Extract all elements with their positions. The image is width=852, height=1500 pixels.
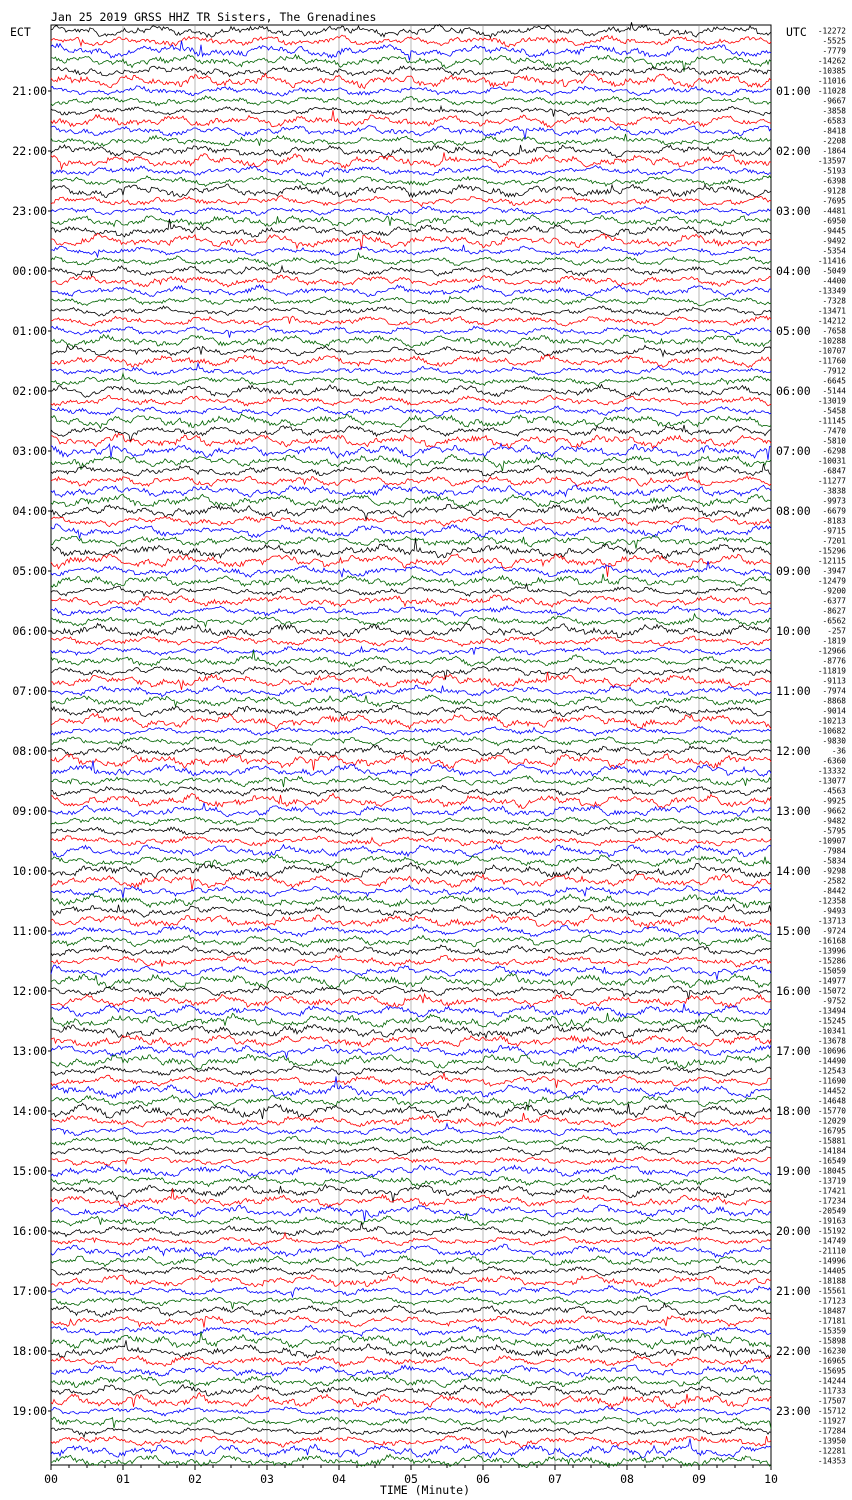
offset-label-84: -9298 <box>822 866 846 876</box>
offset-label-68: -9014 <box>822 706 846 716</box>
offset-label-111: -15881 <box>817 1136 846 1146</box>
trace-offset-labels <box>818 27 846 1466</box>
offset-label-72: -36 <box>831 746 846 756</box>
offset-label-133: -16965 <box>817 1356 846 1366</box>
right-hour-label-9: 10:00 <box>776 624 811 638</box>
right-zone-label: UTC <box>786 25 807 39</box>
offset-label-102: -10696 <box>817 1046 846 1056</box>
offset-label-80: -5795 <box>822 826 846 836</box>
x-tick-label-1: 01 <box>116 1472 130 1486</box>
right-hour-label-11: 12:00 <box>776 744 811 758</box>
right-hour-label-20: 21:00 <box>776 1284 811 1298</box>
left-hour-label-22: 19:00 <box>12 1404 47 1418</box>
offset-label-49: -8183 <box>822 516 846 526</box>
offset-label-98: -13494 <box>817 1006 846 1016</box>
left-hour-label-18: 15:00 <box>12 1164 47 1178</box>
left-hour-label-15: 12:00 <box>12 984 47 998</box>
right-hour-label-8: 09:00 <box>776 564 811 578</box>
offset-label-110: -16795 <box>817 1126 846 1136</box>
offset-label-32: -10707 <box>817 346 846 356</box>
x-axis-label: TIME (Minute) <box>379 1483 471 1497</box>
right-hour-label-12: 13:00 <box>776 804 811 818</box>
right-hour-label-13: 14:00 <box>776 864 811 878</box>
offset-label-61: -1819 <box>822 636 846 646</box>
offset-label-139: -11927 <box>817 1416 846 1426</box>
offset-label-112: -14184 <box>817 1146 846 1156</box>
offset-label-121: -14749 <box>817 1236 846 1246</box>
offset-label-92: -13996 <box>817 946 846 956</box>
offset-label-53: -12115 <box>817 556 846 566</box>
offset-label-21: -9492 <box>822 236 846 246</box>
offset-label-99: -15245 <box>817 1016 846 1026</box>
left-hour-label-17: 14:00 <box>12 1104 47 1118</box>
offset-label-66: -7974 <box>822 686 846 696</box>
offset-label-125: -18188 <box>817 1276 846 1286</box>
offset-label-114: -18045 <box>817 1166 846 1176</box>
right-hour-label-5: 06:00 <box>776 384 811 398</box>
offset-label-143: -14353 <box>817 1456 846 1466</box>
offset-label-130: -15359 <box>817 1326 846 1336</box>
offset-label-15: -6398 <box>822 176 846 186</box>
left-hour-label-12: 09:00 <box>12 804 47 818</box>
offset-label-74: -13332 <box>817 766 846 776</box>
offset-label-127: -17123 <box>817 1296 846 1306</box>
left-hour-label-20: 17:00 <box>12 1284 47 1298</box>
offset-label-62: -12966 <box>817 646 846 656</box>
left-hour-label-0: 21:00 <box>12 84 47 98</box>
x-tick-label-8: 08 <box>620 1472 634 1486</box>
right-hour-label-2: 03:00 <box>776 204 811 218</box>
left-hour-label-9: 06:00 <box>12 624 47 638</box>
offset-label-12: -1864 <box>822 146 846 156</box>
offset-label-65: -9113 <box>822 676 846 686</box>
offset-label-93: -15286 <box>817 956 846 966</box>
offset-label-35: -6645 <box>822 376 846 386</box>
offset-label-2: -7779 <box>822 46 846 56</box>
left-hour-label-2: 23:00 <box>12 204 47 218</box>
x-tick-label-9: 09 <box>692 1472 706 1486</box>
offset-label-4: -10385 <box>817 66 846 76</box>
offset-label-8: -3858 <box>822 106 846 116</box>
left-hour-labels <box>12 84 51 1418</box>
offset-label-96: -15072 <box>817 986 846 996</box>
left-hour-label-3: 00:00 <box>12 264 47 278</box>
x-tick-label-3: 03 <box>260 1472 274 1486</box>
offset-label-60: -257 <box>827 626 846 636</box>
offset-label-119: -19163 <box>817 1216 846 1226</box>
offset-label-47: -9973 <box>822 496 846 506</box>
offset-label-122: -21110 <box>817 1246 846 1256</box>
offset-label-39: -11145 <box>817 416 846 426</box>
right-hour-label-21: 22:00 <box>776 1344 811 1358</box>
offset-label-6: -11028 <box>817 86 846 96</box>
offset-label-42: -6298 <box>822 446 846 456</box>
left-zone-label: ECT <box>10 25 31 39</box>
offset-label-26: -13349 <box>817 286 846 296</box>
offset-label-76: -4563 <box>822 786 846 796</box>
offset-label-44: -6847 <box>822 466 846 476</box>
offset-label-83: -5834 <box>822 856 846 866</box>
offset-label-85: -2582 <box>822 876 846 886</box>
offset-label-103: -14490 <box>817 1056 846 1066</box>
x-tick-label-4: 04 <box>332 1472 346 1486</box>
offset-label-19: -6950 <box>822 216 846 226</box>
offset-label-88: -9493 <box>822 906 846 916</box>
offset-label-17: -7695 <box>822 196 846 206</box>
x-tick-label-0: 00 <box>44 1472 58 1486</box>
left-hour-label-1: 22:00 <box>12 144 47 158</box>
x-tick-label-10: 10 <box>764 1472 778 1486</box>
offset-label-64: -11819 <box>817 666 846 676</box>
right-hour-label-4: 05:00 <box>776 324 811 338</box>
offset-label-9: -6583 <box>822 116 846 126</box>
offset-label-95: -14977 <box>817 976 846 986</box>
offset-label-7: -9667 <box>822 96 846 106</box>
left-hour-label-6: 03:00 <box>12 444 47 458</box>
right-hour-label-0: 01:00 <box>776 84 811 98</box>
left-hour-label-5: 02:00 <box>12 384 47 398</box>
offset-label-22: -5354 <box>822 246 846 256</box>
offset-label-124: -14405 <box>817 1266 846 1276</box>
right-hour-labels <box>776 84 811 1418</box>
right-hour-label-15: 16:00 <box>776 984 811 998</box>
offset-label-59: -6562 <box>822 616 846 626</box>
right-hour-label-6: 07:00 <box>776 444 811 458</box>
offset-label-37: -13019 <box>817 396 846 406</box>
offset-label-81: -10907 <box>817 836 846 846</box>
left-hour-label-11: 08:00 <box>12 744 47 758</box>
offset-label-137: -17507 <box>817 1396 846 1406</box>
offset-label-52: -15296 <box>817 546 846 556</box>
right-hour-label-17: 18:00 <box>776 1104 811 1118</box>
right-hour-label-14: 15:00 <box>776 924 811 938</box>
offset-label-89: -13713 <box>817 916 846 926</box>
left-hour-label-4: 01:00 <box>12 324 47 338</box>
offset-label-116: -17421 <box>817 1186 846 1196</box>
x-tick-label-7: 07 <box>548 1472 562 1486</box>
offset-label-30: -7658 <box>822 326 846 336</box>
offset-label-27: -7328 <box>822 296 846 306</box>
left-hour-label-14: 11:00 <box>12 924 47 938</box>
offset-label-82: -7984 <box>822 846 846 856</box>
offset-label-73: -6360 <box>822 756 846 766</box>
offset-label-43: -10031 <box>817 456 846 466</box>
offset-label-11: -2208 <box>822 136 846 146</box>
left-hour-label-8: 05:00 <box>12 564 47 578</box>
offset-label-128: -18487 <box>817 1306 846 1316</box>
offset-label-29: -14212 <box>817 316 846 326</box>
right-hour-label-19: 20:00 <box>776 1224 811 1238</box>
offset-label-71: -9830 <box>822 736 846 746</box>
offset-label-77: -9925 <box>822 796 846 806</box>
offset-label-115: -13719 <box>817 1176 846 1186</box>
offset-label-113: -16549 <box>817 1156 846 1166</box>
offset-label-54: -3947 <box>822 566 846 576</box>
offset-label-123: -14996 <box>817 1256 846 1266</box>
left-hour-label-13: 10:00 <box>12 864 47 878</box>
offset-label-56: -9200 <box>822 586 846 596</box>
offset-label-138: -15712 <box>817 1406 846 1416</box>
offset-label-118: -20549 <box>817 1206 846 1216</box>
left-hour-label-21: 18:00 <box>12 1344 47 1358</box>
offset-label-97: -9752 <box>822 996 846 1006</box>
offset-label-10: -8418 <box>822 126 846 136</box>
offset-label-48: -6679 <box>822 506 846 516</box>
offset-label-45: -11277 <box>817 476 846 486</box>
offset-label-79: -9482 <box>822 816 846 826</box>
offset-label-87: -12358 <box>817 896 846 906</box>
offset-label-105: -11690 <box>817 1076 846 1086</box>
offset-label-67: -8868 <box>822 696 846 706</box>
offset-label-69: -10213 <box>817 716 846 726</box>
offset-label-117: -17234 <box>817 1196 846 1206</box>
offset-label-107: -14648 <box>817 1096 846 1106</box>
right-hour-label-16: 17:00 <box>776 1044 811 1058</box>
offset-label-90: -9724 <box>822 926 846 936</box>
offset-label-120: -15192 <box>817 1226 846 1236</box>
offset-label-46: -3838 <box>822 486 846 496</box>
offset-label-94: -15059 <box>817 966 846 976</box>
offset-label-134: -15695 <box>817 1366 846 1376</box>
offset-label-25: -4400 <box>822 276 846 286</box>
left-hour-label-19: 16:00 <box>12 1224 47 1238</box>
offset-label-50: -9715 <box>822 526 846 536</box>
offset-label-129: -17181 <box>817 1316 846 1326</box>
offset-label-20: -9445 <box>822 226 846 236</box>
offset-label-40: -7470 <box>822 426 846 436</box>
offset-label-24: -5049 <box>822 266 846 276</box>
offset-label-104: -12543 <box>817 1066 846 1076</box>
offset-label-5: -11016 <box>817 76 846 86</box>
offset-label-41: -5810 <box>822 436 846 446</box>
x-tick-label-6: 06 <box>476 1472 490 1486</box>
chart-title: Jan 25 2019 GRSS HHZ TR Sisters, The Grenadines <box>51 10 377 24</box>
offset-label-28: -13471 <box>817 306 846 316</box>
offset-label-23: -11416 <box>817 256 846 266</box>
offset-label-57: -6377 <box>822 596 846 606</box>
offset-label-34: -7912 <box>822 366 846 376</box>
offset-label-75: -13077 <box>817 776 846 786</box>
x-tick-label-5: 05 <box>404 1472 418 1486</box>
offset-label-58: -8627 <box>822 606 846 616</box>
right-hour-label-7: 08:00 <box>776 504 811 518</box>
right-hour-label-10: 11:00 <box>776 684 811 698</box>
right-hour-label-22: 23:00 <box>776 1404 811 1418</box>
offset-label-132: -16230 <box>817 1346 846 1356</box>
offset-label-135: -14244 <box>817 1376 846 1386</box>
offset-label-18: -4481 <box>822 206 846 216</box>
offset-label-1: -5525 <box>822 36 846 46</box>
offset-label-142: -12281 <box>817 1446 846 1456</box>
offset-label-108: -15770 <box>817 1106 846 1116</box>
offset-label-3: -14262 <box>817 56 846 66</box>
offset-label-0: -12272 <box>817 26 846 36</box>
offset-label-86: -8442 <box>822 886 846 896</box>
offset-label-36: -5144 <box>822 386 846 396</box>
offset-label-140: -17284 <box>817 1426 846 1436</box>
offset-label-63: -8776 <box>822 656 846 666</box>
left-hour-label-10: 07:00 <box>12 684 47 698</box>
offset-label-55: -12479 <box>817 576 846 586</box>
right-hour-label-18: 19:00 <box>776 1164 811 1178</box>
offset-label-126: -15561 <box>817 1286 846 1296</box>
offset-label-106: -14452 <box>817 1086 846 1096</box>
offset-label-13: -13597 <box>817 156 846 166</box>
right-hour-label-1: 02:00 <box>776 144 811 158</box>
x-tick-label-2: 02 <box>188 1472 202 1486</box>
left-hour-label-7: 04:00 <box>12 504 47 518</box>
offset-label-33: -11760 <box>817 356 846 366</box>
offset-label-141: -13950 <box>817 1436 846 1446</box>
offset-label-31: -10288 <box>817 336 846 346</box>
offset-label-38: -5458 <box>822 406 846 416</box>
offset-label-16: -9128 <box>822 186 846 196</box>
left-hour-label-16: 13:00 <box>12 1044 47 1058</box>
offset-label-51: -7201 <box>822 536 846 546</box>
offset-label-78: -9662 <box>822 806 846 816</box>
offset-label-136: -11733 <box>817 1386 846 1396</box>
right-hour-label-3: 04:00 <box>776 264 811 278</box>
offset-label-131: -15898 <box>817 1336 846 1346</box>
offset-label-91: -16168 <box>817 936 846 946</box>
offset-label-70: -10682 <box>817 726 846 736</box>
offset-label-14: -5193 <box>822 166 846 176</box>
offset-label-100: -10341 <box>817 1026 846 1036</box>
offset-label-109: -12029 <box>817 1116 846 1126</box>
offset-label-101: -13678 <box>817 1036 846 1046</box>
